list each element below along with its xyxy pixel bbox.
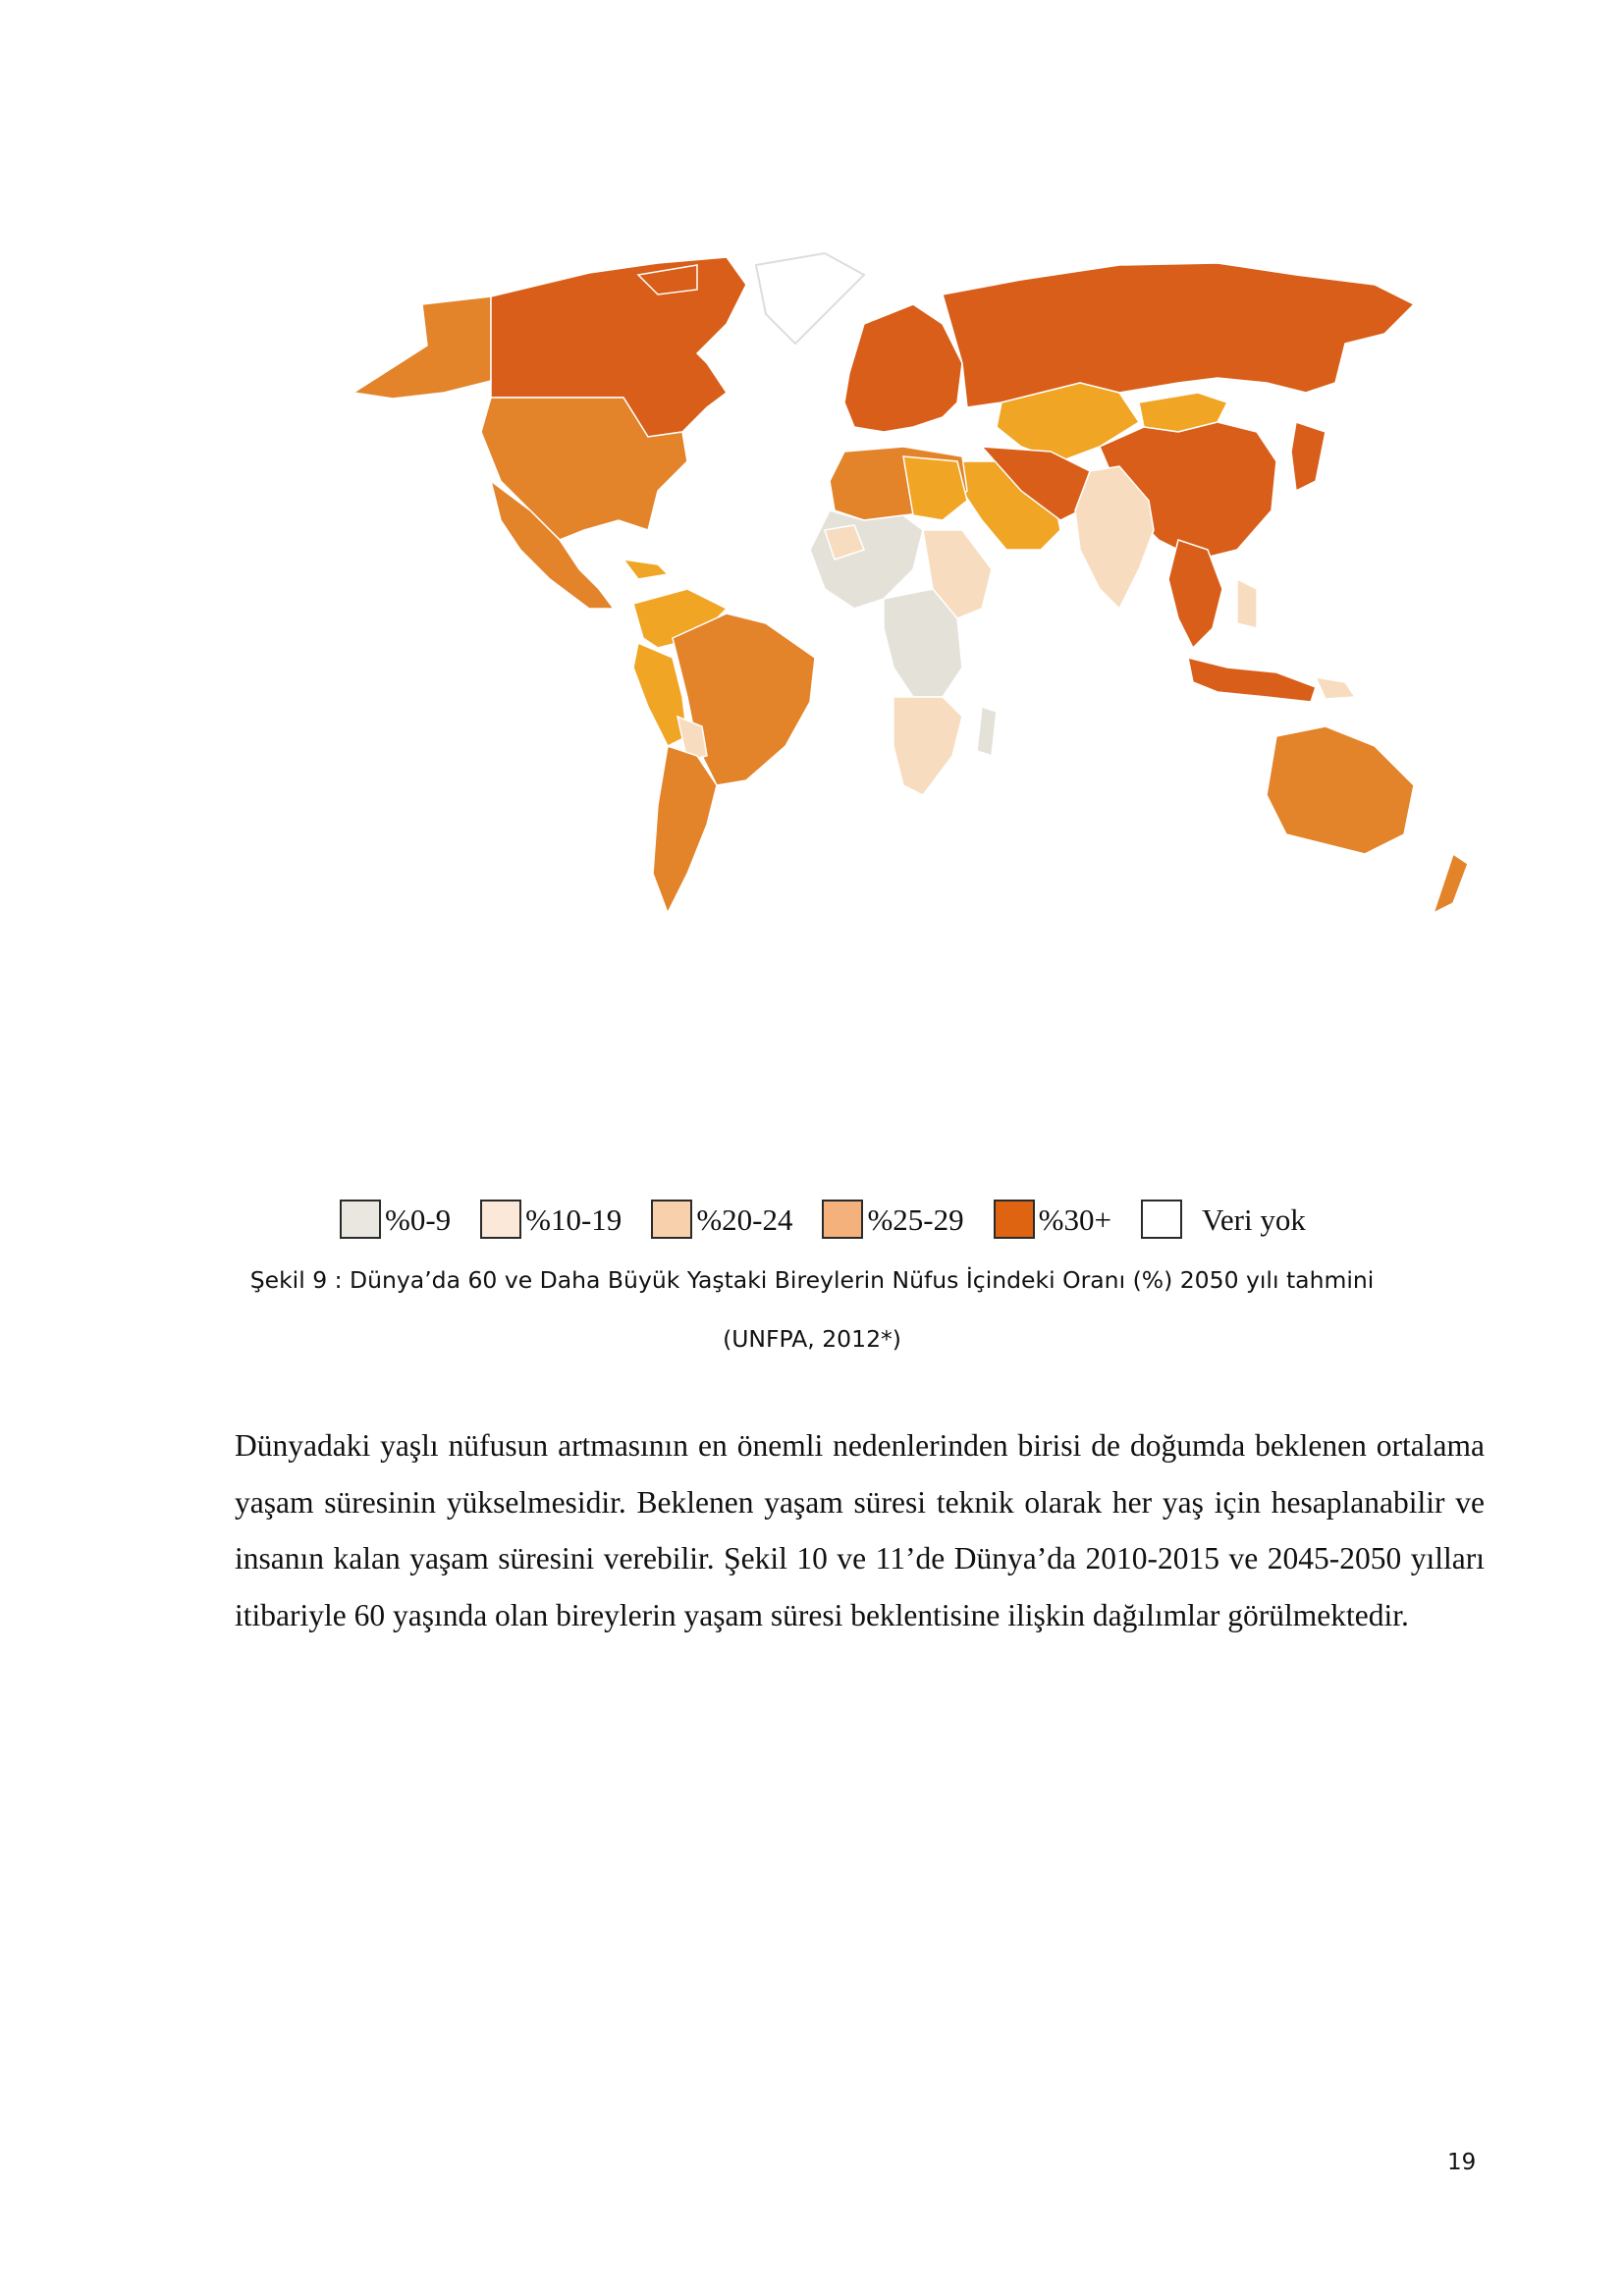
- region-japan: [1291, 422, 1326, 491]
- legend-item-30-plus: [994, 1200, 1111, 1239]
- legend-swatch: [340, 1200, 381, 1239]
- region-caribbean: [623, 560, 668, 579]
- region-alaska: [353, 296, 491, 399]
- map-legend: [340, 1198, 1306, 1241]
- caption-line-1: Şekil 9 : Dünya’da 60 ve Daha Büyük Yaştaki Bireylerin Nüfus İçindeki Oranı (%) 2050 yılı tahmini: [249, 1266, 1375, 1294]
- world-map: [236, 236, 1571, 982]
- region-egypt: [903, 456, 967, 520]
- caption-line-2: (UNFPA, 2012*): [723, 1325, 901, 1353]
- legend-label: %20-24: [696, 1201, 793, 1237]
- legend-label: %0-9: [385, 1201, 452, 1237]
- figure-caption: [0, 1251, 1624, 1368]
- region-greenland: [756, 253, 864, 344]
- legend-item-25-29: [822, 1200, 963, 1239]
- region-new-zealand: [1434, 854, 1468, 913]
- region-philippines: [1237, 579, 1257, 628]
- region-indonesia: [1188, 658, 1316, 702]
- region-madagascar: [977, 707, 997, 756]
- legend-label: %30+: [1038, 1201, 1111, 1237]
- legend-swatch: [651, 1200, 692, 1239]
- legend-swatch: [822, 1200, 863, 1239]
- legend-swatch: [1141, 1200, 1182, 1239]
- region-australia: [1267, 726, 1414, 854]
- legend-item-no-data: [1141, 1200, 1306, 1239]
- page-number: 19: [1447, 2150, 1477, 2175]
- region-russia: [943, 263, 1414, 407]
- legend-item-0-9: [340, 1200, 451, 1239]
- legend-item-10-19: [480, 1200, 622, 1239]
- legend-label: %25-29: [867, 1201, 964, 1237]
- region-europe: [844, 304, 962, 432]
- legend-swatch: [480, 1200, 521, 1239]
- legend-label: Veri yok: [1201, 1201, 1306, 1237]
- region-argentina: [653, 746, 717, 913]
- region-new-guinea: [1316, 677, 1355, 699]
- legend-item-20-24: [651, 1200, 792, 1239]
- region-southern-africa: [893, 697, 962, 795]
- legend-swatch: [994, 1200, 1035, 1239]
- legend-label: %10-19: [525, 1201, 623, 1237]
- body-paragraph: Dünyadaki yaşlı nüfusun artmasının en önemli nedenlerinden birisi de doğumda beklenen ortalama yaşam süresinin yükselmesidir. Beklenen yaşam süresi teknik olarak her yaş için hesaplanabilir ve insanın kalan yaşam süresini verebilir. Şekil 10 ve 11’de Dünya’da 2010-2015 ve 2045-2050 yılları itibariyle 60 yaşında olan bireylerin yaşam süresi beklentisine ilişkin dağılımlar görülmektedir.: [235, 1428, 1485, 1632]
